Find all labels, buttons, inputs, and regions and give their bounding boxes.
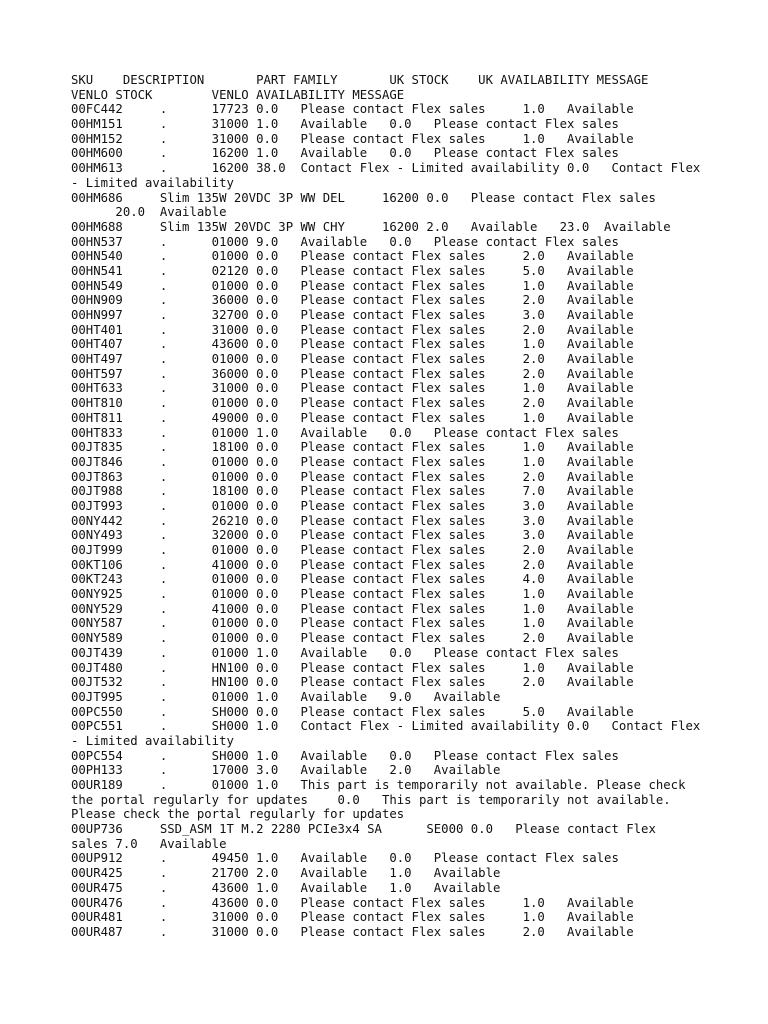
text-line: 00HT633 . 31000 0.0 Please contact Flex sales 1.0 Available — [71, 381, 634, 396]
stock-availability-listing — [71, 73, 761, 940]
text-line: sales 7.0 Available — [71, 836, 227, 851]
text-line: 00HT401 . 31000 0.0 Please contact Flex sales 2.0 Available — [71, 322, 634, 337]
header-line: VENLO STOCK VENLO AVAILABILITY MESSAGE — [71, 87, 405, 102]
text-line: 00JT835 . 18100 0.0 Please contact Flex sales 1.0 Available — [71, 440, 634, 455]
text-line: 00FC442 . 17723 0.0 Please contact Flex sales 1.0 Available — [71, 102, 634, 117]
header-line: SKU DESCRIPTION PART FAMILY UK STOCK UK AVAILABILITY MESSAGE — [71, 73, 649, 87]
text-line: 00UR481 . 31000 0.0 Please contact Flex sales 1.0 Available — [71, 910, 634, 925]
text-line: 00UP912 . 49450 1.0 Available 0.0 Please contact Flex sales — [71, 851, 619, 866]
text-line: 00NY925 . 01000 0.0 Please contact Flex sales 1.0 Available — [71, 587, 634, 602]
text-line: 00UR425 . 21700 2.0 Available 1.0 Available — [71, 866, 501, 881]
text-line: 00JT532 . HN100 0.0 Please contact Flex sales 2.0 Available — [71, 675, 634, 690]
text-line: 00KT106 . 41000 0.0 Please contact Flex sales 2.0 Available — [71, 557, 634, 572]
text-line: 00JT993 . 01000 0.0 Please contact Flex sales 3.0 Available — [71, 498, 634, 513]
text-line: 00JT439 . 01000 1.0 Available 0.0 Please contact Flex sales — [71, 645, 619, 660]
text-line: the portal regularly for updates 0.0 This part is temporarily not available. — [71, 792, 671, 807]
text-line: 00JT995 . 01000 1.0 Available 9.0 Available — [71, 689, 501, 704]
text-line: 00NY587 . 01000 0.0 Please contact Flex sales 1.0 Available — [71, 616, 634, 631]
text-line: 00UR475 . 43600 1.0 Available 1.0 Available — [71, 880, 501, 895]
text-line: 00NY493 . 32000 0.0 Please contact Flex sales 3.0 Available — [71, 528, 634, 543]
text-line: 00NY589 . 01000 0.0 Please contact Flex sales 2.0 Available — [71, 631, 634, 646]
text-line: - Limited availability — [71, 733, 234, 748]
text-line: Please check the portal regularly for updates — [71, 807, 405, 822]
text-line: 00UR189 . 01000 1.0 This part is temporarily not available. Please check — [71, 778, 686, 792]
text-line: 00NY442 . 26210 0.0 Please contact Flex sales 3.0 Available — [71, 513, 634, 528]
text-line: 00UR476 . 43600 0.0 Please contact Flex sales 1.0 Available — [71, 895, 634, 910]
text-line: 00HT597 . 36000 0.0 Please contact Flex sales 2.0 Available — [71, 366, 634, 381]
text-line: 00HT811 . 49000 0.0 Please contact Flex sales 1.0 Available — [71, 410, 634, 425]
text-line: 00PC550 . SH000 0.0 Please contact Flex sales 5.0 Available — [71, 704, 634, 719]
text-line: 00HN540 . 01000 0.0 Please contact Flex sales 2.0 Available — [71, 249, 634, 264]
text-line: 00JT480 . HN100 0.0 Please contact Flex sales 1.0 Available — [71, 660, 634, 675]
text-line: 00HN541 . 02120 0.0 Please contact Flex sales 5.0 Available — [71, 263, 634, 278]
text-line: 00HM151 . 31000 1.0 Available 0.0 Please contact Flex sales — [71, 117, 619, 132]
text-line: 00JT999 . 01000 0.0 Please contact Flex sales 2.0 Available — [71, 543, 634, 557]
text-line: 00HN997 . 32700 0.0 Please contact Flex sales 3.0 Available — [71, 308, 634, 322]
text-line: 00HM600 . 16200 1.0 Available 0.0 Please contact Flex sales — [71, 146, 619, 161]
text-line: 00HM686 Slim 135W 20VDC 3P WW DEL 16200 0.0 Please contact Flex sales — [71, 190, 656, 205]
text-line: 00HM152 . 31000 0.0 Please contact Flex sales 1.0 Available — [71, 131, 634, 146]
text-line: 00HM688 Slim 135W 20VDC 3P WW CHY 16200 2.0 Available 23.0 Available — [71, 219, 671, 234]
text-line: 00HT810 . 01000 0.0 Please contact Flex sales 2.0 Available — [71, 396, 634, 411]
text-line: 00JT846 . 01000 0.0 Please contact Flex sales 1.0 Available — [71, 454, 634, 469]
text-line: 00PC551 . SH000 1.0 Contact Flex - Limited availability 0.0 Contact Flex — [71, 719, 701, 734]
text-line: 00HN537 . 01000 9.0 Available 0.0 Please contact Flex sales — [71, 234, 619, 249]
text-line: 00JT988 . 18100 0.0 Please contact Flex sales 7.0 Available — [71, 484, 634, 499]
text-line: 00NY529 . 41000 0.0 Please contact Flex sales 1.0 Available — [71, 601, 634, 616]
text-line: 00HN549 . 01000 0.0 Please contact Flex sales 1.0 Available — [71, 278, 634, 293]
text-line: 00PC554 . SH000 1.0 Available 0.0 Please contact Flex sales — [71, 748, 619, 763]
text-line: 00HT407 . 43600 0.0 Please contact Flex sales 1.0 Available — [71, 337, 634, 352]
text-line: 00JT863 . 01000 0.0 Please contact Flex sales 2.0 Available — [71, 469, 634, 484]
text-line: 00HT833 . 01000 1.0 Available 0.0 Please contact Flex sales — [71, 425, 619, 440]
text-line: - Limited availability — [71, 175, 234, 190]
text-line: 00UP736 SSD_ASM 1T M.2 2280 PCIe3x4 SA SE000 0.0 Please contact Flex — [71, 822, 656, 837]
text-line: 00UR487 . 31000 0.0 Please contact Flex sales 2.0 Available — [71, 924, 634, 939]
text-line: 00HN909 . 36000 0.0 Please contact Flex sales 2.0 Available — [71, 293, 634, 308]
text-line: 00HT497 . 01000 0.0 Please contact Flex sales 2.0 Available — [71, 352, 634, 367]
text-line: 00KT243 . 01000 0.0 Please contact Flex sales 4.0 Available — [71, 572, 634, 587]
text-line: 20.0 Available — [71, 205, 227, 220]
text-line: 00HM613 . 16200 38.0 Contact Flex - Limited availability 0.0 Contact Flex — [71, 161, 701, 176]
text-line: 00PH133 . 17000 3.0 Available 2.0 Available — [71, 763, 501, 778]
